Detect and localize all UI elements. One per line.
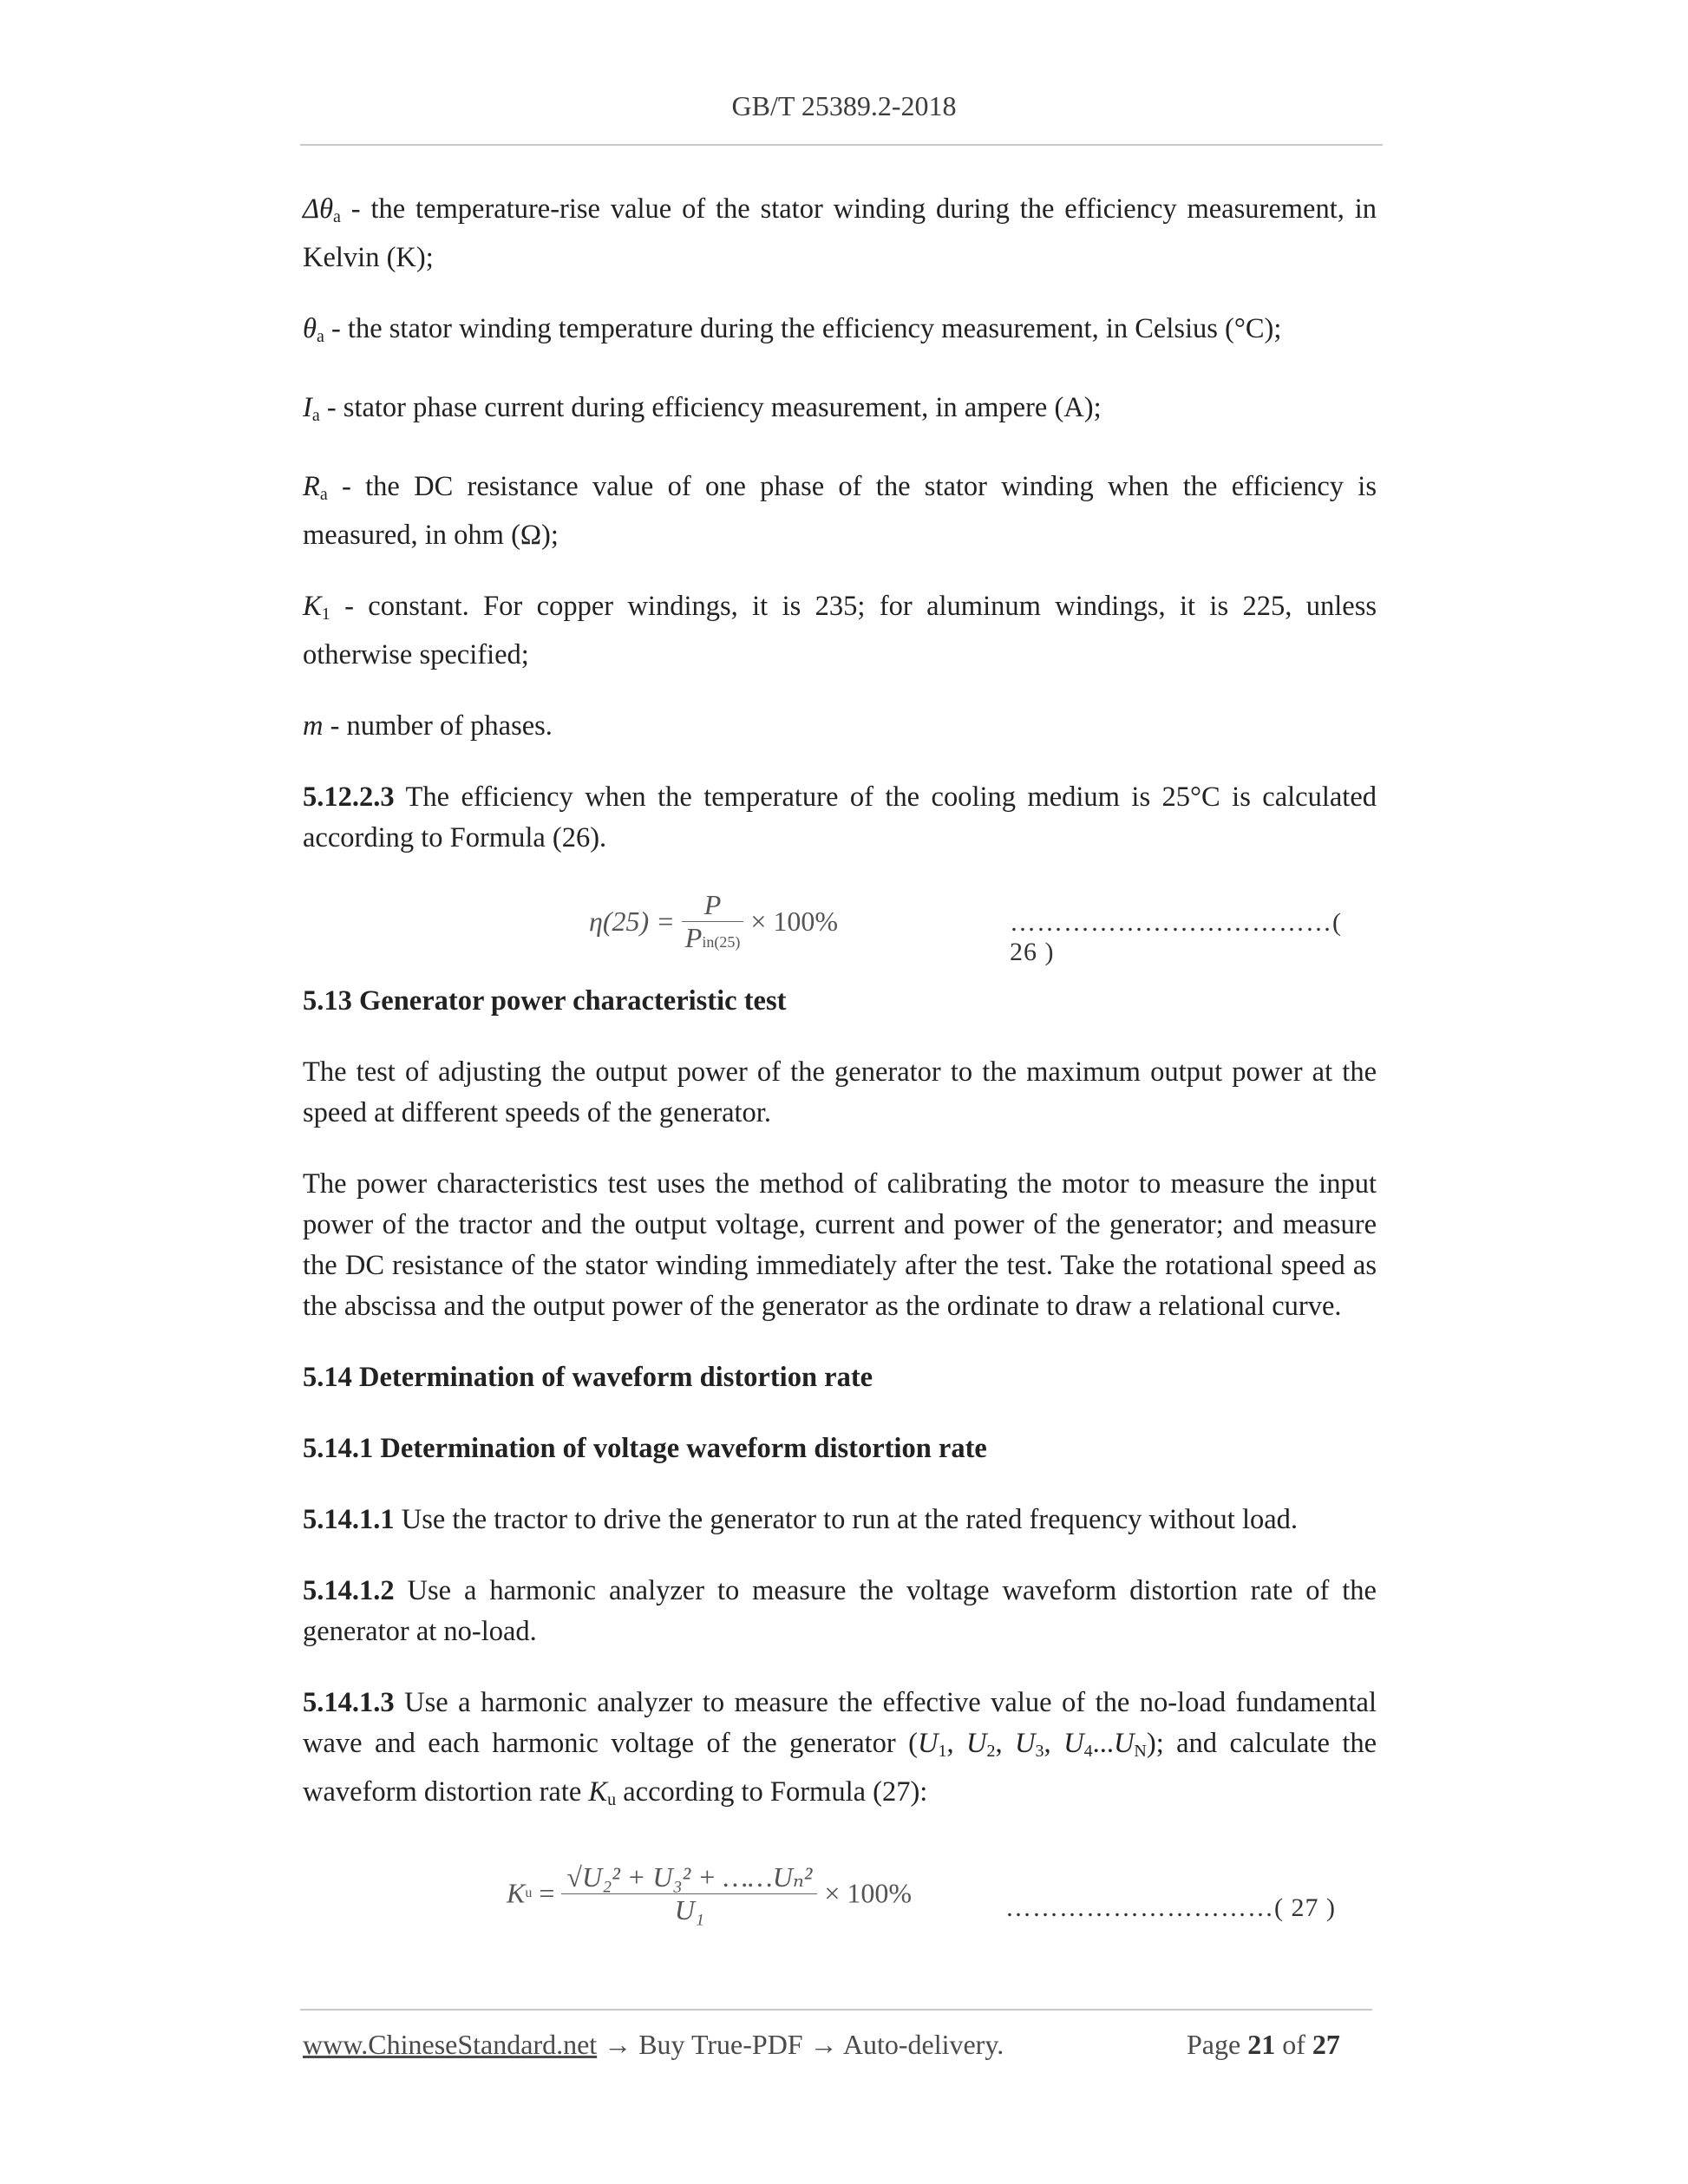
header-divider bbox=[300, 144, 1383, 146]
formula-27-fraction: $\frac{\text{√U₂² + U₃² + ……Uₙ²}}{\text{U₁}}$ bbox=[561, 1860, 817, 1926]
footer-links: www.ChineseStandard.net → Buy True-PDF → Auto-delivery. bbox=[303, 2029, 1004, 2060]
heading-5-14-1: 5.14.1 Determination of voltage waveform distortion rate bbox=[303, 1433, 987, 1464]
auto-delivery-text: Auto-delivery. bbox=[842, 2029, 1004, 2060]
page-number: Page 21 of 27 bbox=[1187, 2029, 1340, 2060]
footer-divider bbox=[300, 2009, 1372, 2011]
formula-27-expression: Ku = $\frac{\text{√U₂² + U₃² + ……Uₙ²}}{\text{U₁}}$ × 100% bbox=[507, 1861, 913, 1926]
clause-5-14-1-1: 5.14.1.1 Use the tractor to drive the generator to run at the rated frequency without load. bbox=[303, 1504, 1299, 1535]
buy-pdf-text: Buy True-PDF bbox=[638, 2029, 803, 2060]
formula-26-expression: η(25) = $\frac{P}{\text{Pin(25)}}$ × 100% bbox=[589, 889, 839, 953]
formula-27-leader: …………………………( 27 ) bbox=[1005, 1893, 1336, 1922]
definition-delta-theta: $\Delta\theta_a$ - the temperature-rise value of the stator winding during the efficiency measurement, in Kelvin (K); bbox=[303, 193, 1377, 273]
page-header: GB/T 25389.2-2018 bbox=[731, 90, 957, 121]
heading-5-14: 5.14 Determination of waveform distortion rate bbox=[303, 1362, 873, 1393]
document-body bbox=[303, 189, 1377, 2015]
clause-5-14-1-3: 5.14.1.3 Use a harmonic analyzer to measure the effective value of the no-load fundamental wave and each harmonic voltage of the generator ($U_1$, $U_2$, $U_3$, $U_4...U_N$); and calculate the waveform distortion rate $K_u$ according to Formula (27): bbox=[303, 1687, 1377, 1809]
current-page: 21 bbox=[1247, 2029, 1276, 2060]
clause-5-12-2-3: 5.12.2.3 The efficiency when the temperature of the cooling medium is 25°C is calculated according to Formula (26). bbox=[303, 781, 1377, 853]
definition-resistance: $R_a$ - the DC resistance value of one phase of the stator winding when the efficiency is measured, in ohm (Ω); bbox=[303, 471, 1377, 551]
website-link[interactable]: www.ChineseStandard.net bbox=[303, 2029, 598, 2060]
paragraph-5-13-a: The test of adjusting the output power of the generator to the maximum output power at the speed at different speeds of the generator. bbox=[303, 1056, 1377, 1128]
definition-theta: $\theta_a$ - the stator winding temperature during the efficiency measurement, in Celsius (°C); bbox=[303, 313, 1282, 346]
paragraph-5-13-b: The power characteristics test uses the method of calibrating the motor to measure the input power of the tractor and the output voltage, current and power of the generator; and measure the DC resistance of the stator winding immediately after the test. Take the rotational speed as the abscissa and the output power of the generator as the ordinate to draw a relational curve. bbox=[303, 1168, 1377, 1322]
heading-5-13: 5.13 Generator power characteristic test bbox=[303, 985, 787, 1017]
definition-phases: m - number of phases. bbox=[303, 710, 553, 742]
formula-26 bbox=[303, 889, 1377, 966]
clause-5-14-1-2: 5.14.1.2 Use a harmonic analyzer to measure the voltage waveform distortion rate of the generator at no-load. bbox=[303, 1575, 1377, 1647]
formula-26-leader: ………………………………( 26 ) bbox=[1010, 908, 1342, 966]
total-pages: 27 bbox=[1312, 2029, 1340, 2060]
definition-current: $I_a$ - stator phase current during efficiency measurement, in ampere (A); bbox=[303, 392, 1102, 425]
definition-constant: $K_1$ - constant. For copper windings, it is 235; for aluminum windings, it is 225, unless otherwise specified; bbox=[303, 591, 1377, 670]
formula-27 bbox=[303, 1860, 1377, 1982]
formula-26-fraction: $\frac{P}{\text{Pin(25)}}$ bbox=[682, 889, 744, 954]
